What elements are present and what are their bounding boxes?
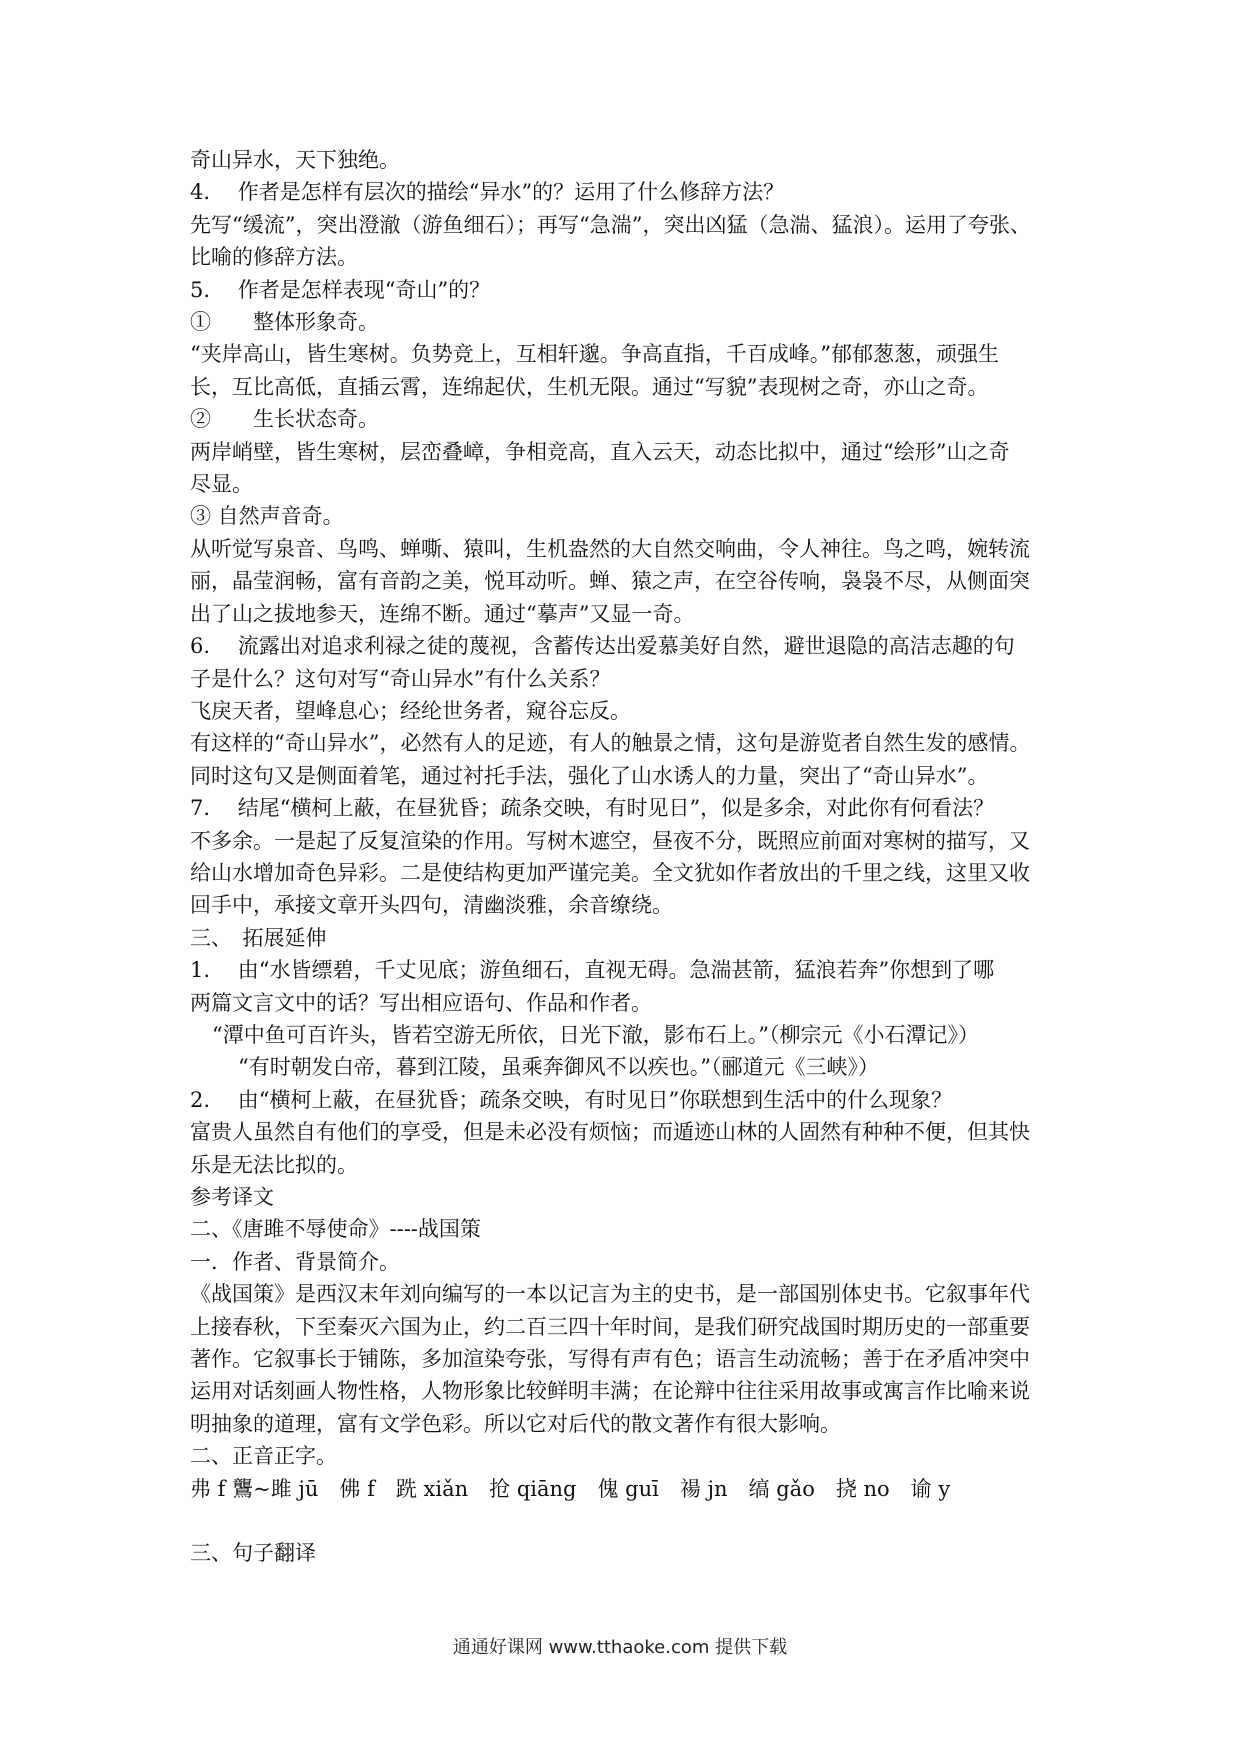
quote-line: “潭中鱼可百许头，皆若空游无所依，日光下澈，影布石上。”（柳宗元《小石潭记》） — [212, 1022, 979, 1047]
section-heading: 三、句子翻译 — [190, 1541, 316, 1566]
text-line: “夹岸高山，皆生寒树。负势竞上，互相轩邈。争高直指，千百成峰。”郁郁葱葱，顽强生 — [190, 342, 999, 367]
question-7: 7. 结尾“横柯上蔽，在昼犹昏；疏条交映，有时见日”，似是多余，对此你有何看法？ — [190, 796, 995, 821]
blank-space — [190, 1505, 1060, 1537]
list-item: ② 生长状态奇。 — [190, 407, 379, 432]
text-line: 长，互比高低，直插云霄，连绵起伏，生机无限。通过“写貌”表现树之奇，亦山之奇。 — [190, 374, 989, 399]
text-line: 丽，晶莹润畅，富有音韵之美，悦耳动听。蝉、猿之声，在空谷传响，袅袅不尽，从侧面突 — [190, 569, 1030, 594]
section-heading: 一．作者、背景简介。 — [190, 1249, 400, 1274]
text-line: 给山水增加奇色异彩。二是使结构更加严谨完美。全文犹如作者放出的千里之线，这里又收 — [190, 860, 1030, 885]
text-line: 著作。它叙事长于铺陈，多加渲染夸张，写得有声有色；语言生动流畅；善于在矛盾冲突中 — [190, 1347, 1030, 1372]
text-line: 运用对话刻画人物性格，人物形象比较鲜明丰满；在论辩中往往采用故事或寓言作比喻来说 — [190, 1379, 1030, 1404]
text-line: 从听觉写泉音、鸟鸣、蝉嘶、猿叫，生机盎然的大自然交响曲，令人神往。鸟之鸣，婉转流 — [190, 536, 1030, 561]
text-line: 不多余。一是起了反复渲染的作用。写树木遮空，昼夜不分，既照应前面对寒树的描写，又 — [190, 828, 1030, 853]
pronunciation-line: 弗 f 鸗~雎 jū 佛 f 跣 xiǎn 抢 qiāng 傀 guī 禓 jn 缟 gǎo 挠 no 谕 y — [190, 1476, 951, 1501]
text-line: 上接春秋，下至秦灭六国为止，约二百三四十年时间，是我们研究战国时期历史的一部重要 — [190, 1314, 1030, 1339]
text-line: 《战国策》是西汉末年刘向编写的一本以记言为主的史书，是一部国别体史书。它叙事年代 — [190, 1282, 1030, 1307]
page-footer: 通通好课网 www.tthaoke.com 提供下载 — [452, 1637, 788, 1658]
text-line: 两篇文言文中的话？写出相应语句、作品和作者。 — [190, 990, 652, 1015]
text-line: 同时这句又是侧面着笔，通过衬托手法，强化了山水诱人的力量，突出了“奇山异水”。 — [190, 763, 989, 788]
section-heading: 参考译文 — [190, 1185, 274, 1209]
text-line: 富贵人虽然自有他们的享受，但是未必没有烦恼；而遁迹山林的人固然有种种不便，但其快 — [190, 1120, 1030, 1145]
text-line: 乐是无法比拟的。 — [190, 1152, 358, 1177]
text-line: 明抽象的道理，富有文学色彩。所以它对后代的散文著作有很大影响。 — [190, 1411, 841, 1436]
question-5: 5. 作者是怎样表现“奇山”的？ — [190, 277, 491, 302]
section-heading: 二、正音正字。 — [190, 1444, 337, 1469]
text-line: 子是什么？这句对写“奇山异水”有什么关系？ — [190, 666, 611, 691]
text-line: 两岸峭壁，皆生寒树，层峦叠嶂，争相竞高，直入云天，动态比拟中，通过“绘形”山之奇 — [190, 439, 1010, 464]
document-body — [190, 144, 1060, 1569]
text-line: 先写“缓流”，突出澄澈（游鱼细石）；再写“急湍”，突出凶猛（急湍、猛浪）。运用了夸张、 — [190, 212, 1031, 237]
quote-line: “有时朝发白帝，暮到江陵，虽乘奔御风不以疾也。”（郦道元《三峡》） — [238, 1055, 879, 1080]
question-6: 6. 流露出对追求利禄之徒的蔑视，含蓄传达出爱慕美好自然，避世退隐的高洁志趣的句 — [190, 634, 1015, 659]
text-line: 尽显。 — [190, 472, 253, 497]
chapter-title: 二、《唐雎不辱使命》----战国策 — [190, 1217, 481, 1242]
text-line: 出了山之拔地参天，连绵不断。通过“摹声”又显一奇。 — [190, 601, 695, 626]
list-item: ① 整体形象奇。 — [190, 310, 379, 335]
question-2: 2. 由“横柯上蔽，在昼犹昏；疏条交映，有时见日”你联想到生活中的什么现象？ — [190, 1087, 953, 1112]
text-line: 奇山异水，天下独绝。 — [190, 148, 400, 172]
question-1: 1. 由“水皆缥碧，千丈见底；游鱼细石，直视无碍。急湍甚箭，猛浪若奔”你想到了哪 — [190, 958, 995, 983]
list-item: ③ 自然声音奇。 — [190, 504, 344, 529]
section-heading: 三、 拓展延伸 — [190, 925, 327, 950]
text-line: 有这样的“奇山异水”，必然有人的足迹，有人的触景之情，这句是游览者自然生发的感情。 — [190, 731, 1031, 756]
text-line: 比喻的修辞方法。 — [190, 245, 358, 270]
text-line: 飞戾天者，望峰息心；经纶世务者，窥谷忘反。 — [190, 698, 631, 723]
question-4: 4. 作者是怎样有层次的描绘“异水”的？运用了什么修辞方法？ — [190, 180, 785, 205]
text-line: 回手中，承接文章开头四句，清幽淡雅，余音缭绕。 — [190, 893, 673, 918]
